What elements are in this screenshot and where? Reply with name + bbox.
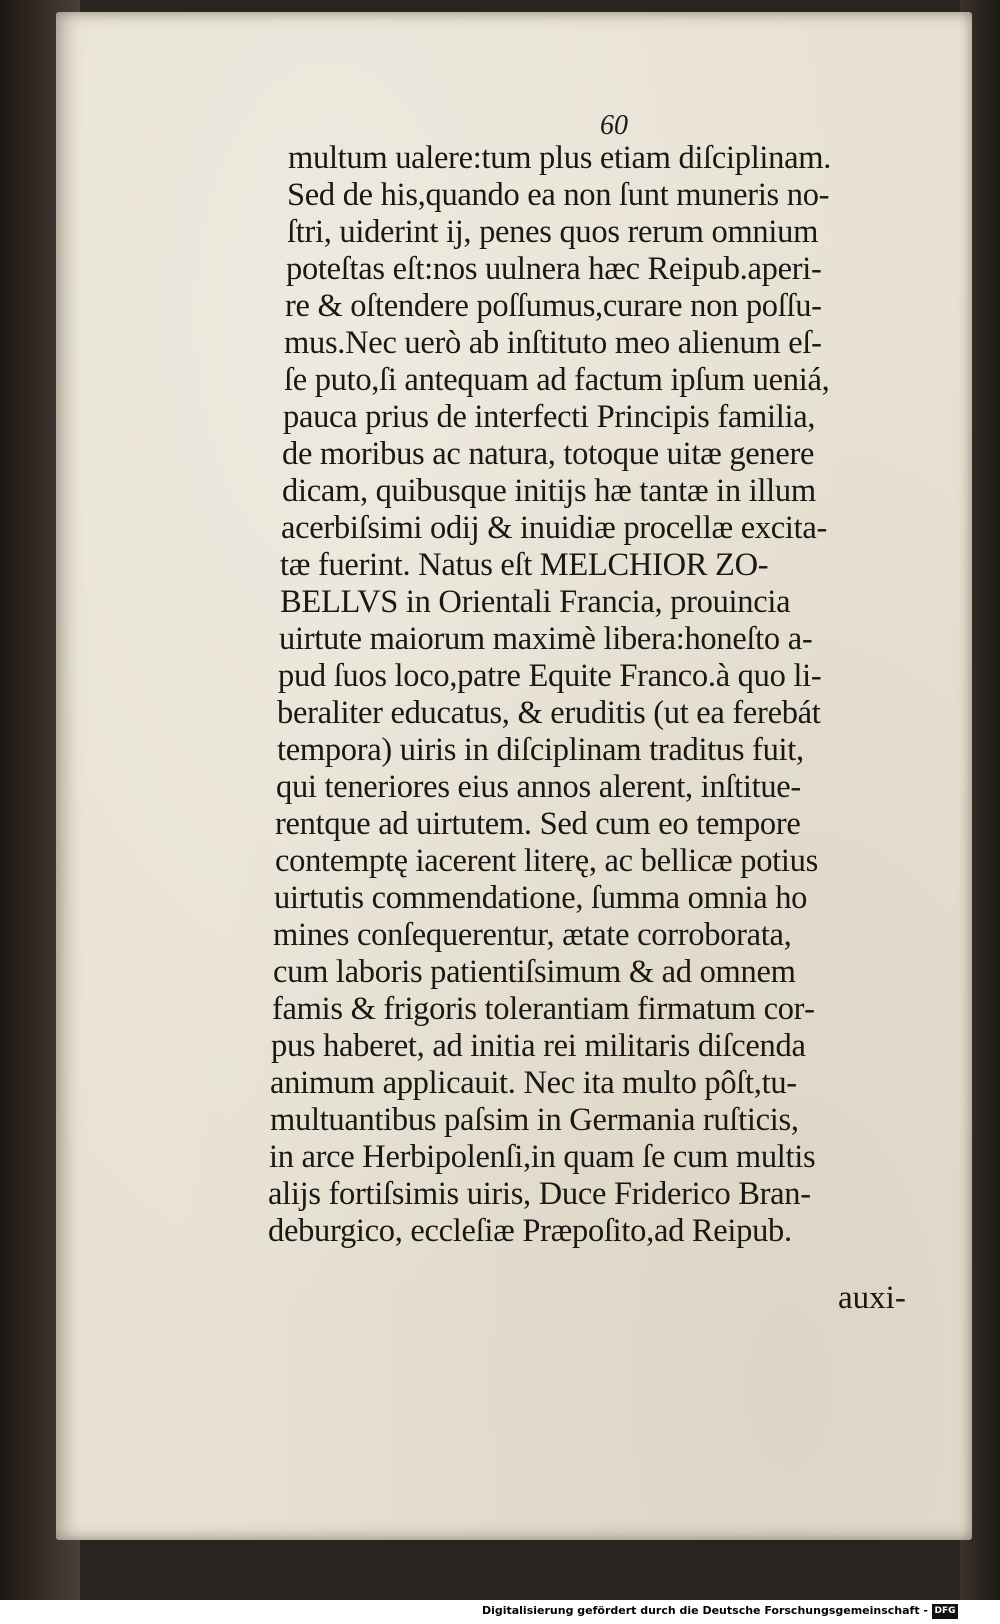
text-line: BELLVS in Orientali Francia, prouincia	[280, 584, 791, 620]
text-line: uirtutis commendatione, ſumma omnia ho	[274, 880, 808, 916]
text-line: uirtute maiorum maximè libera:honeſto a‑	[279, 621, 813, 657]
text-line: beraliter educatus, & eruditis (ut ea ferebát	[277, 695, 821, 731]
dfg-logo: DFG	[932, 1604, 958, 1619]
text-line: contemptę iacerent literę, ac bellicæ potius	[275, 843, 818, 879]
text-line: cum laboris patientiſsimum & ad omnem	[273, 954, 796, 990]
text-line: qui teneriores eius annos alerent, inſtitue‑	[276, 769, 801, 805]
text-line: dicam, quibusque initijs hæ tantæ in illum	[282, 473, 816, 509]
text-line: pauca prius de interfecti Principis familia,	[283, 399, 816, 435]
text-line: pus haberet, ad initia rei militaris diſcenda	[271, 1028, 806, 1064]
text-line: in arce Herbipolenſi,in quam ſe cum multis	[269, 1139, 816, 1175]
text-line: re & oſtendere poſſumus,curare non poſſu‑	[285, 288, 822, 324]
text-line: tempora) uiris in diſciplinam traditus fuit,	[277, 732, 804, 768]
body-text	[268, 140, 938, 1320]
text-line: pud ſuos loco,patre Equite Franco.à quo li‑	[278, 658, 822, 694]
page-number: 60	[600, 110, 628, 141]
funding-credit: Digitalisierung gefördert durch die Deutsche Forschungsgemeinschaft -	[481, 1604, 928, 1617]
text-line: poteſtas eſt:nos uulnera hæc Reipub.aperi‑	[286, 251, 822, 287]
text-line: deburgico, eccleſiæ Præpoſito,ad Reipub.	[268, 1213, 792, 1249]
text-line: famis & frigoris tolerantiam firmatum cor‑	[272, 991, 815, 1027]
footer-bar	[0, 1600, 1000, 1624]
text-line: rentque ad uirtutem. Sed cum eo tempore	[275, 806, 801, 842]
catchword: auxi‑	[838, 1280, 906, 1316]
text-line: de moribus ac natura, totoque uitæ genere	[282, 436, 815, 472]
text-line: tæ fuerint. Natus eſt MELCHIOR ZO‑	[280, 547, 769, 583]
text-line: acerbiſsimi odij & inuidiæ procellæ excita‑	[281, 510, 828, 546]
text-line: multum ualere:tum plus etiam diſciplinam.	[288, 140, 832, 176]
text-line: mus.Nec uerò ab inſtituto meo alienum eſ‑	[284, 325, 822, 361]
text-line: ſe puto,ſi antequam ad factum ipſum ueniá,	[284, 362, 830, 398]
text-line: mines conſequerentur, ætate corroborata,	[273, 917, 792, 953]
text-line: ſtri, uiderint ij, penes quos rerum omnium	[287, 214, 819, 250]
text-line: alijs fortiſsimis uiris, Duce Friderico Bran‑	[268, 1176, 811, 1212]
text-line: animum applicauit. Nec ita multo pôſt,tu‑	[270, 1065, 797, 1101]
text-line: Sed de his,quando ea non ſunt muneris no‑	[287, 177, 830, 213]
text-line: multuantibus paſsim in Germania ruſticis,	[270, 1102, 799, 1138]
